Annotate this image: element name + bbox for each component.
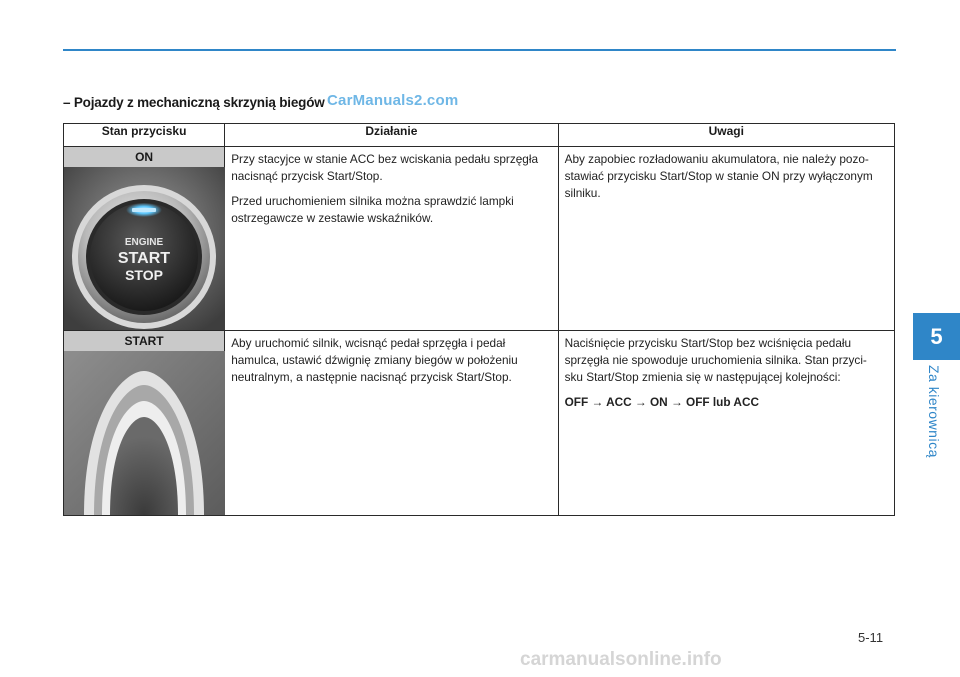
start-stop-button-icon (64, 167, 225, 330)
table-header-row (64, 124, 895, 147)
button-closeup-image (64, 351, 225, 515)
header-notes: Uwagi (558, 124, 894, 147)
button-ring-closeup-icon (64, 351, 225, 515)
page-number: 5-11 (858, 630, 884, 645)
svg-text:START: START (117, 250, 171, 267)
svg-text:ENGINE: ENGINE (124, 237, 164, 248)
watermark-bottom: carmanualsonline.info (520, 649, 722, 670)
svg-text:STOP: STOP (125, 267, 163, 283)
state-label: ON (64, 147, 224, 167)
notes-cell-on (558, 147, 894, 331)
notes-cell-start (558, 331, 894, 516)
state-label: START (64, 331, 224, 351)
state-cell-on (64, 147, 225, 331)
chapter-tab: 5 (913, 313, 960, 360)
notes-text: Naciśnięcie przycisku Start/Stop bez wciśnięcia pedału sprzęgła nie spowoduje uruchomienia silnika. Stan przyci- sku Start/Stop zmienia się w następującej kolejności: (564, 336, 867, 384)
state-cell-start (64, 331, 225, 516)
button-state-table (63, 123, 895, 516)
header-action: Działanie (225, 124, 558, 147)
state-sequence: OFF → ACC → ON → OFF lub ACC (564, 395, 759, 409)
top-rule (63, 49, 896, 51)
action-text: Przed uruchomieniem silnika można sprawdzić lampki ostrzegawcze w zestawie wskaźników. (231, 194, 514, 225)
section-heading: – Pojazdy z mechaniczną skrzynią biegów (63, 95, 325, 110)
action-cell-on (225, 147, 558, 331)
start-stop-button-image (64, 167, 225, 330)
chapter-label: Za kierownicą (926, 365, 942, 458)
action-cell-start (225, 331, 558, 516)
table-row (64, 331, 895, 516)
table-row (64, 147, 895, 331)
action-text: Aby uruchomić silnik, wcisnąć pedał sprzęgła i pedał hamulca, ustawić dźwignię zmiany biegów w położeniu neutralnym, a następnie nacisnąć przycisk Start/Stop. (231, 336, 518, 384)
action-text: Przy stacyjce w stanie ACC bez wciskania pedału sprzęgła nacisnąć przycisk Start/Stop. (231, 152, 539, 183)
watermark-top: CarManuals2.com (327, 92, 459, 109)
notes-text: Aby zapobiec rozładowaniu akumulatora, nie należy pozo- stawiać przycisku Start/Stop w stanie ON przy wyłączonym silniku. (564, 152, 873, 200)
header-state: Stan przycisku (64, 124, 225, 147)
